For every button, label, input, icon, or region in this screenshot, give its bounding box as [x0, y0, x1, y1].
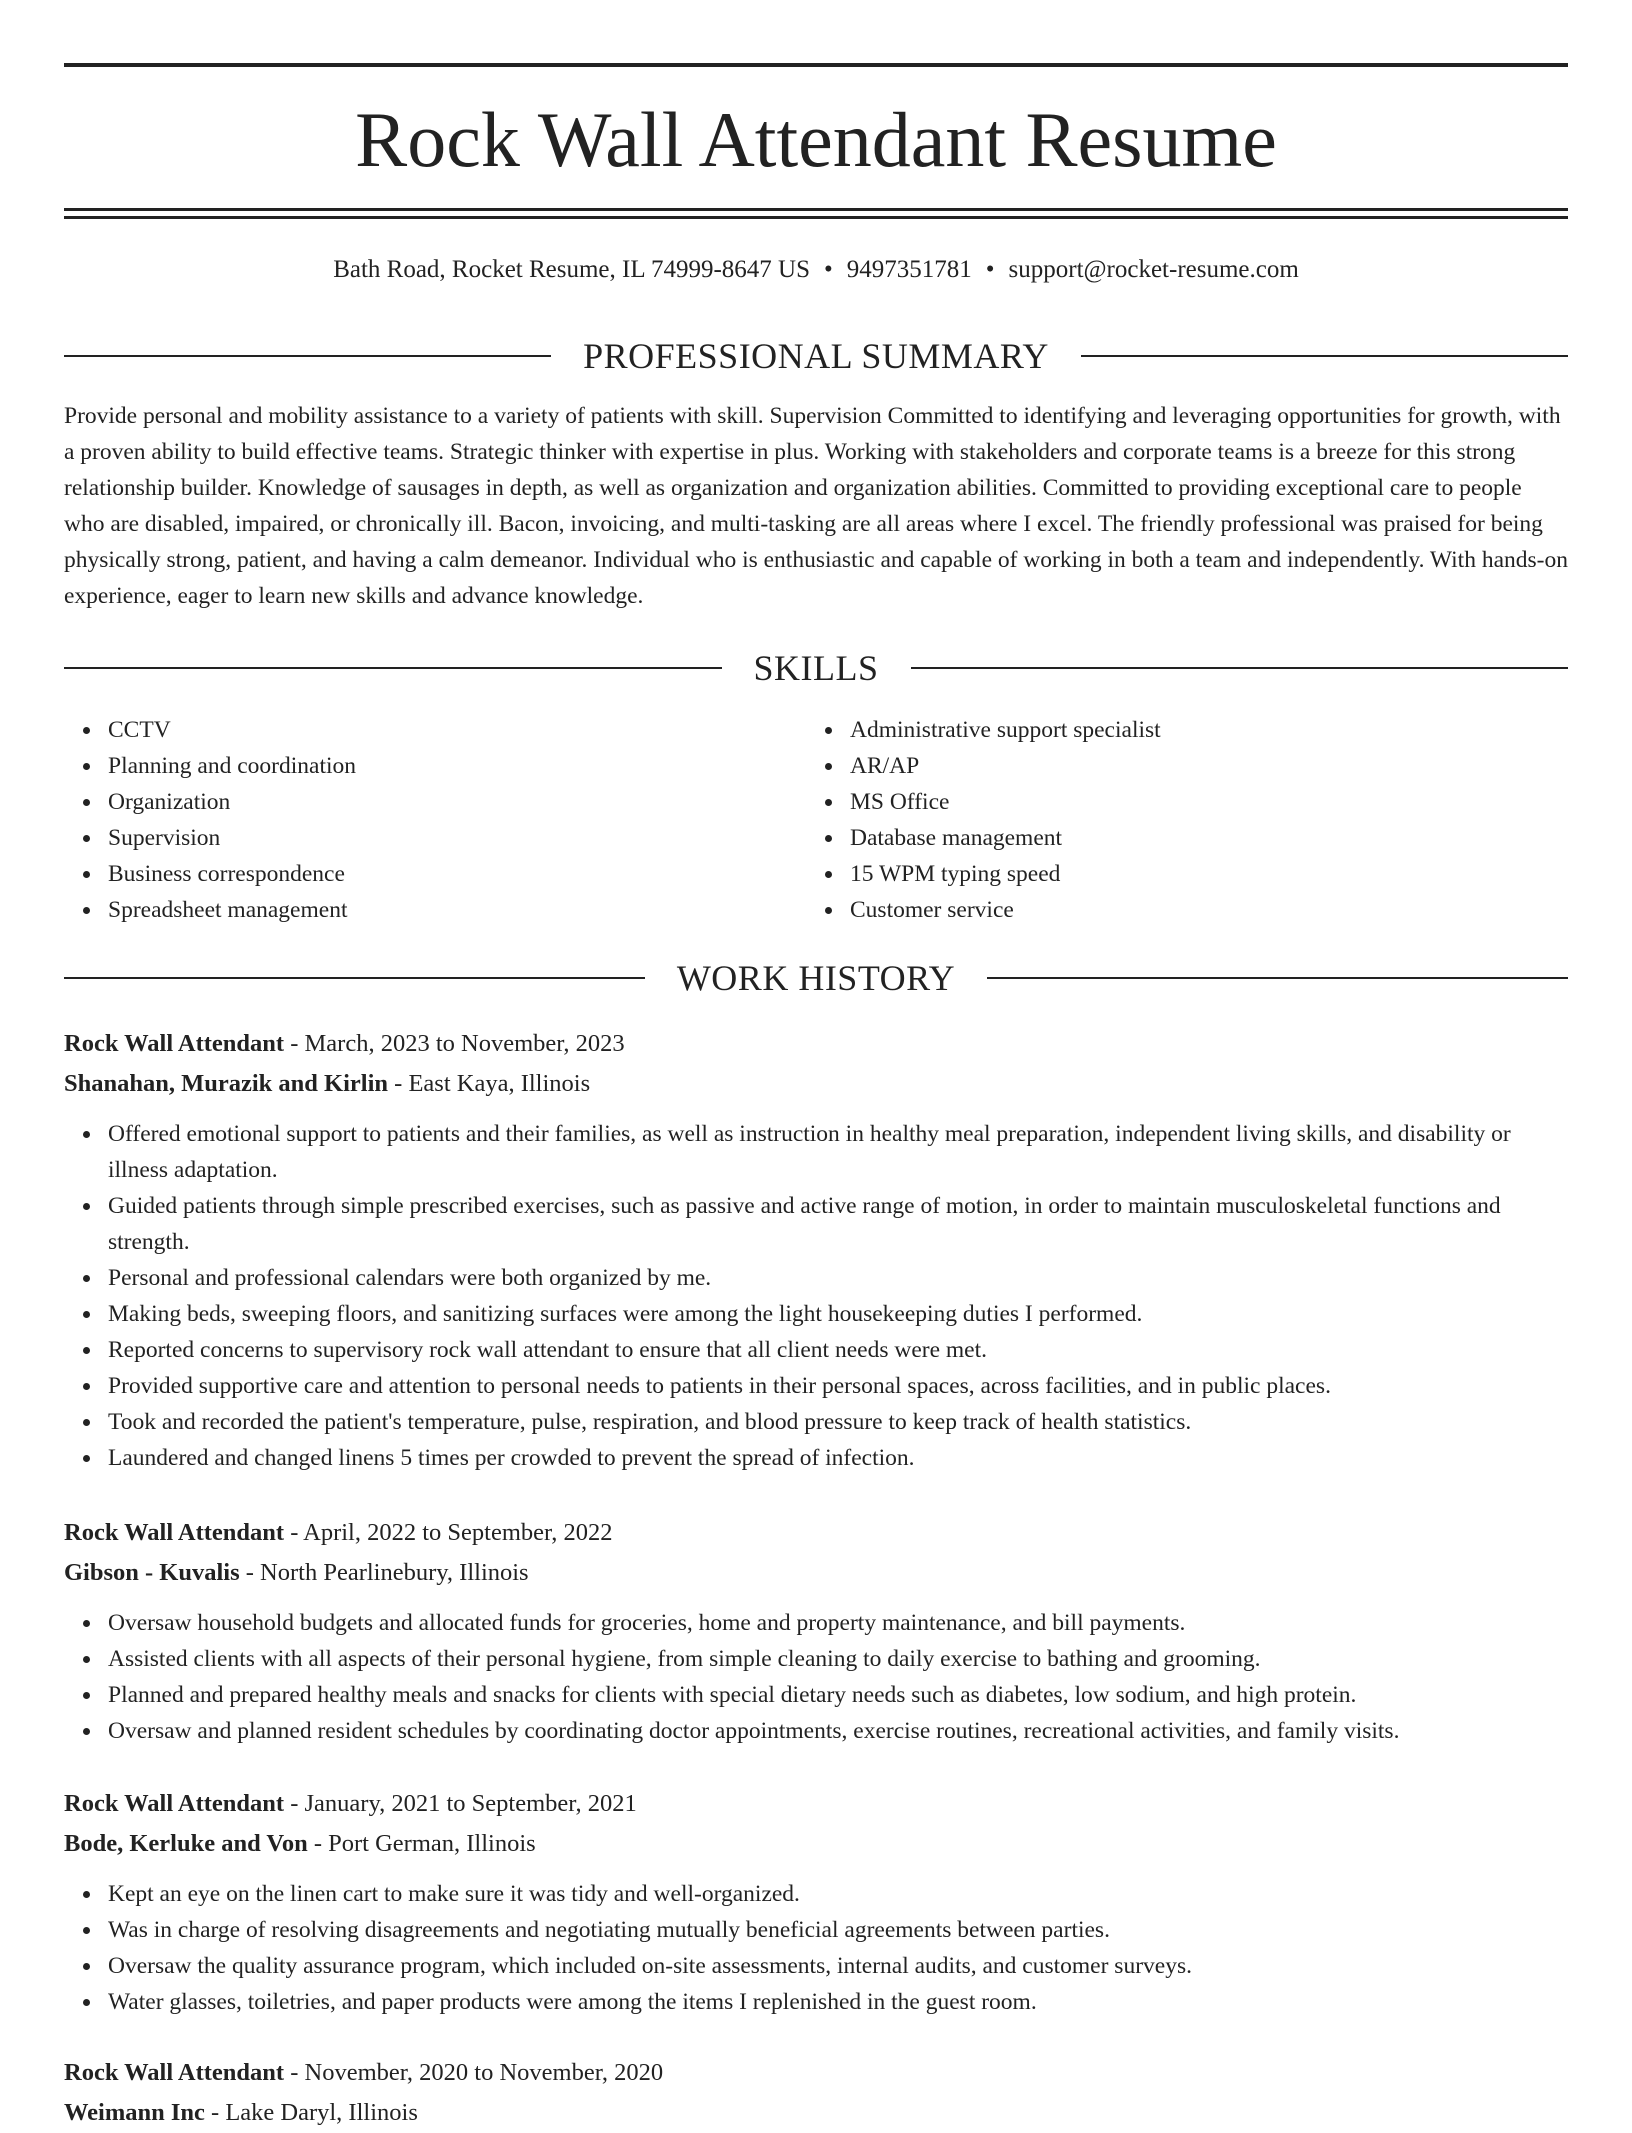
job-company-line: [64, 1824, 1568, 1864]
job-title-line: [64, 1024, 1568, 1064]
job-location: - North Pearlinebury, Illinois: [239, 1559, 529, 1586]
job-title-line: [64, 1784, 1568, 1824]
job-title-line: [64, 2053, 1568, 2093]
duty-item: Offered emotional support to patients and their families, as well as instruction in healthy meal preparation, independent living skills, and disability or illness adaptation.: [108, 1116, 1568, 1188]
job-title: Rock Wall Attendant: [64, 2059, 285, 2086]
duty-item: Oversaw and planned resident schedules by coordinating doctor appointments, exercise routines, recreational activities, and family visits.: [108, 1713, 1568, 1749]
resume-title: Rock Wall Attendant Resume: [355, 96, 1277, 183]
heading-rule: [64, 977, 645, 979]
contact-separator: •: [985, 256, 995, 283]
contact-email: support@rocket-resume.com: [1008, 256, 1299, 283]
job-company-line: [64, 2093, 1568, 2133]
heading-rule: [1081, 355, 1568, 357]
job-location: - Lake Daryl, Illinois: [204, 2099, 418, 2126]
title-rule-lower: [64, 216, 1568, 219]
job-title-line: [64, 1513, 1568, 1553]
job-dates: - April, 2022 to September, 2022: [284, 1519, 613, 1546]
job-company: Bode, Kerluke and Von: [64, 1830, 308, 1857]
duty-item: Assisted clients with all aspects of their personal hygiene, from simple cleaning to daily exercise to bathing and grooming.: [108, 1641, 1568, 1677]
work-heading: [64, 956, 1568, 1000]
skill-item: Supervision: [108, 820, 806, 856]
duty-item: Reported concerns to supervisory rock wall attendant to ensure that all client needs were met.: [108, 1332, 1568, 1368]
job-title: Rock Wall Attendant: [64, 1790, 285, 1817]
job-duties: [64, 1605, 1568, 1749]
contact-phone: 9497351781: [846, 256, 972, 283]
skill-item: Administrative support specialist: [850, 712, 1548, 748]
job-title: Rock Wall Attendant: [64, 1030, 285, 1057]
skill-item: 15 WPM typing speed: [850, 856, 1548, 892]
skill-item: Spreadsheet management: [108, 892, 806, 928]
title-rule-upper: [64, 208, 1568, 211]
job-duties: [64, 1876, 1568, 2020]
duty-item: Took and recorded the patient's temperature, pulse, respiration, and blood pressure to keep track of health statistics.: [108, 1404, 1568, 1440]
heading-rule: [987, 977, 1568, 979]
duty-item: Was in charge of resolving disagreements and negotiating mutually beneficial agreements between parties.: [108, 1912, 1568, 1948]
contact-address: Bath Road, Rocket Resume, IL 74999-8647 US: [333, 256, 810, 283]
job-duties: [64, 1116, 1568, 1476]
job-company: Weimann Inc: [64, 2099, 205, 2126]
job-dates: - March, 2023 to November, 2023: [284, 1030, 625, 1057]
heading-rule: [64, 355, 551, 357]
skills-heading-label: SKILLS: [753, 648, 879, 688]
duty-item: Personal and professional calendars were both organized by me.: [108, 1260, 1568, 1296]
skill-item: Business correspondence: [108, 856, 806, 892]
job-dates: - January, 2021 to September, 2021: [284, 1790, 637, 1817]
skill-item: MS Office: [850, 784, 1548, 820]
job-company: Gibson - Kuvalis: [64, 1559, 240, 1586]
contact-separator: •: [823, 256, 833, 283]
top-rule: [64, 63, 1568, 67]
duty-item: Guided patients through simple prescribed exercises, such as passive and active range of motion, in order to maintain musculoskeletal functions and strength.: [108, 1188, 1568, 1260]
skills-list: [64, 712, 1568, 928]
job-title: Rock Wall Attendant: [64, 1519, 285, 1546]
summary-text: Provide personal and mobility assistance to a variety of patients with skill. Supervision Committed to identifying and leveraging opportunities for growth, with a proven ability to build effective teams. Strategic thinker with expertise in plus. Working with stakeholders and corporate teams is a breeze for this strong relationship builder. Knowledge of sausages in depth, as well as organization and organization abilities. Committed to providing exceptional care to people who are disabled, impaired, or chronically ill. Bacon, invoicing, and multi-tasking are all areas where I excel. The friendly professional was praised for being physically strong, patient, and having a calm demeanor. Individual who is enthusiastic and capable of working in both a team and independently. With hands-on experience, eager to learn new skills and advance knowledge.: [64, 403, 1568, 609]
skill-item: Organization: [108, 784, 806, 820]
duty-item: Laundered and changed linens 5 times per crowded to prevent the spread of infection.: [108, 1440, 1568, 1476]
heading-rule: [64, 667, 722, 669]
duty-item: Oversaw the quality assurance program, which included on-site assessments, internal audits, and customer surveys.: [108, 1948, 1568, 1984]
skills-heading: [64, 646, 1568, 690]
skill-item: CCTV: [108, 712, 806, 748]
duty-item: Kept an eye on the linen cart to make sure it was tidy and well-organized.: [108, 1876, 1568, 1912]
summary-heading: [64, 334, 1568, 378]
job-company-line: [64, 1064, 1568, 1104]
job-location: - Port German, Illinois: [307, 1830, 536, 1857]
heading-rule: [911, 667, 1569, 669]
job-location: - East Kaya, Illinois: [388, 1070, 591, 1097]
skills-column-left: [64, 712, 806, 928]
job-company: Shanahan, Murazik and Kirlin: [64, 1070, 389, 1097]
job-entry: [64, 1784, 1568, 2020]
skill-item: Customer service: [850, 892, 1548, 928]
skill-item: AR/AP: [850, 748, 1548, 784]
contact-line: [64, 254, 1568, 286]
duty-item: Provided supportive care and attention to personal needs to patients in their personal spaces, across facilities, and in public places.: [108, 1368, 1568, 1404]
duty-item: Oversaw household budgets and allocated funds for groceries, home and property maintenance, and bill payments.: [108, 1605, 1568, 1641]
job-entry: [64, 1513, 1568, 1749]
job-entry: [64, 1024, 1568, 1476]
skills-column-right: [806, 712, 1548, 928]
duty-item: Planned and prepared healthy meals and snacks for clients with special dietary needs such as diabetes, low sodium, and high protein.: [108, 1677, 1568, 1713]
skill-item: Database management: [850, 820, 1548, 856]
duty-item: Water glasses, toiletries, and paper products were among the items I replenished in the guest room.: [108, 1984, 1568, 2020]
summary-heading-label: PROFESSIONAL SUMMARY: [583, 336, 1049, 376]
work-heading-label: WORK HISTORY: [676, 958, 956, 998]
duty-item: Making beds, sweeping floors, and sanitizing surfaces were among the light housekeeping duties I performed.: [108, 1296, 1568, 1332]
job-company-line: [64, 1553, 1568, 1593]
job-dates: - November, 2020 to November, 2020: [284, 2059, 664, 2086]
job-entry: [64, 2053, 1568, 2133]
skill-item: Planning and coordination: [108, 748, 806, 784]
